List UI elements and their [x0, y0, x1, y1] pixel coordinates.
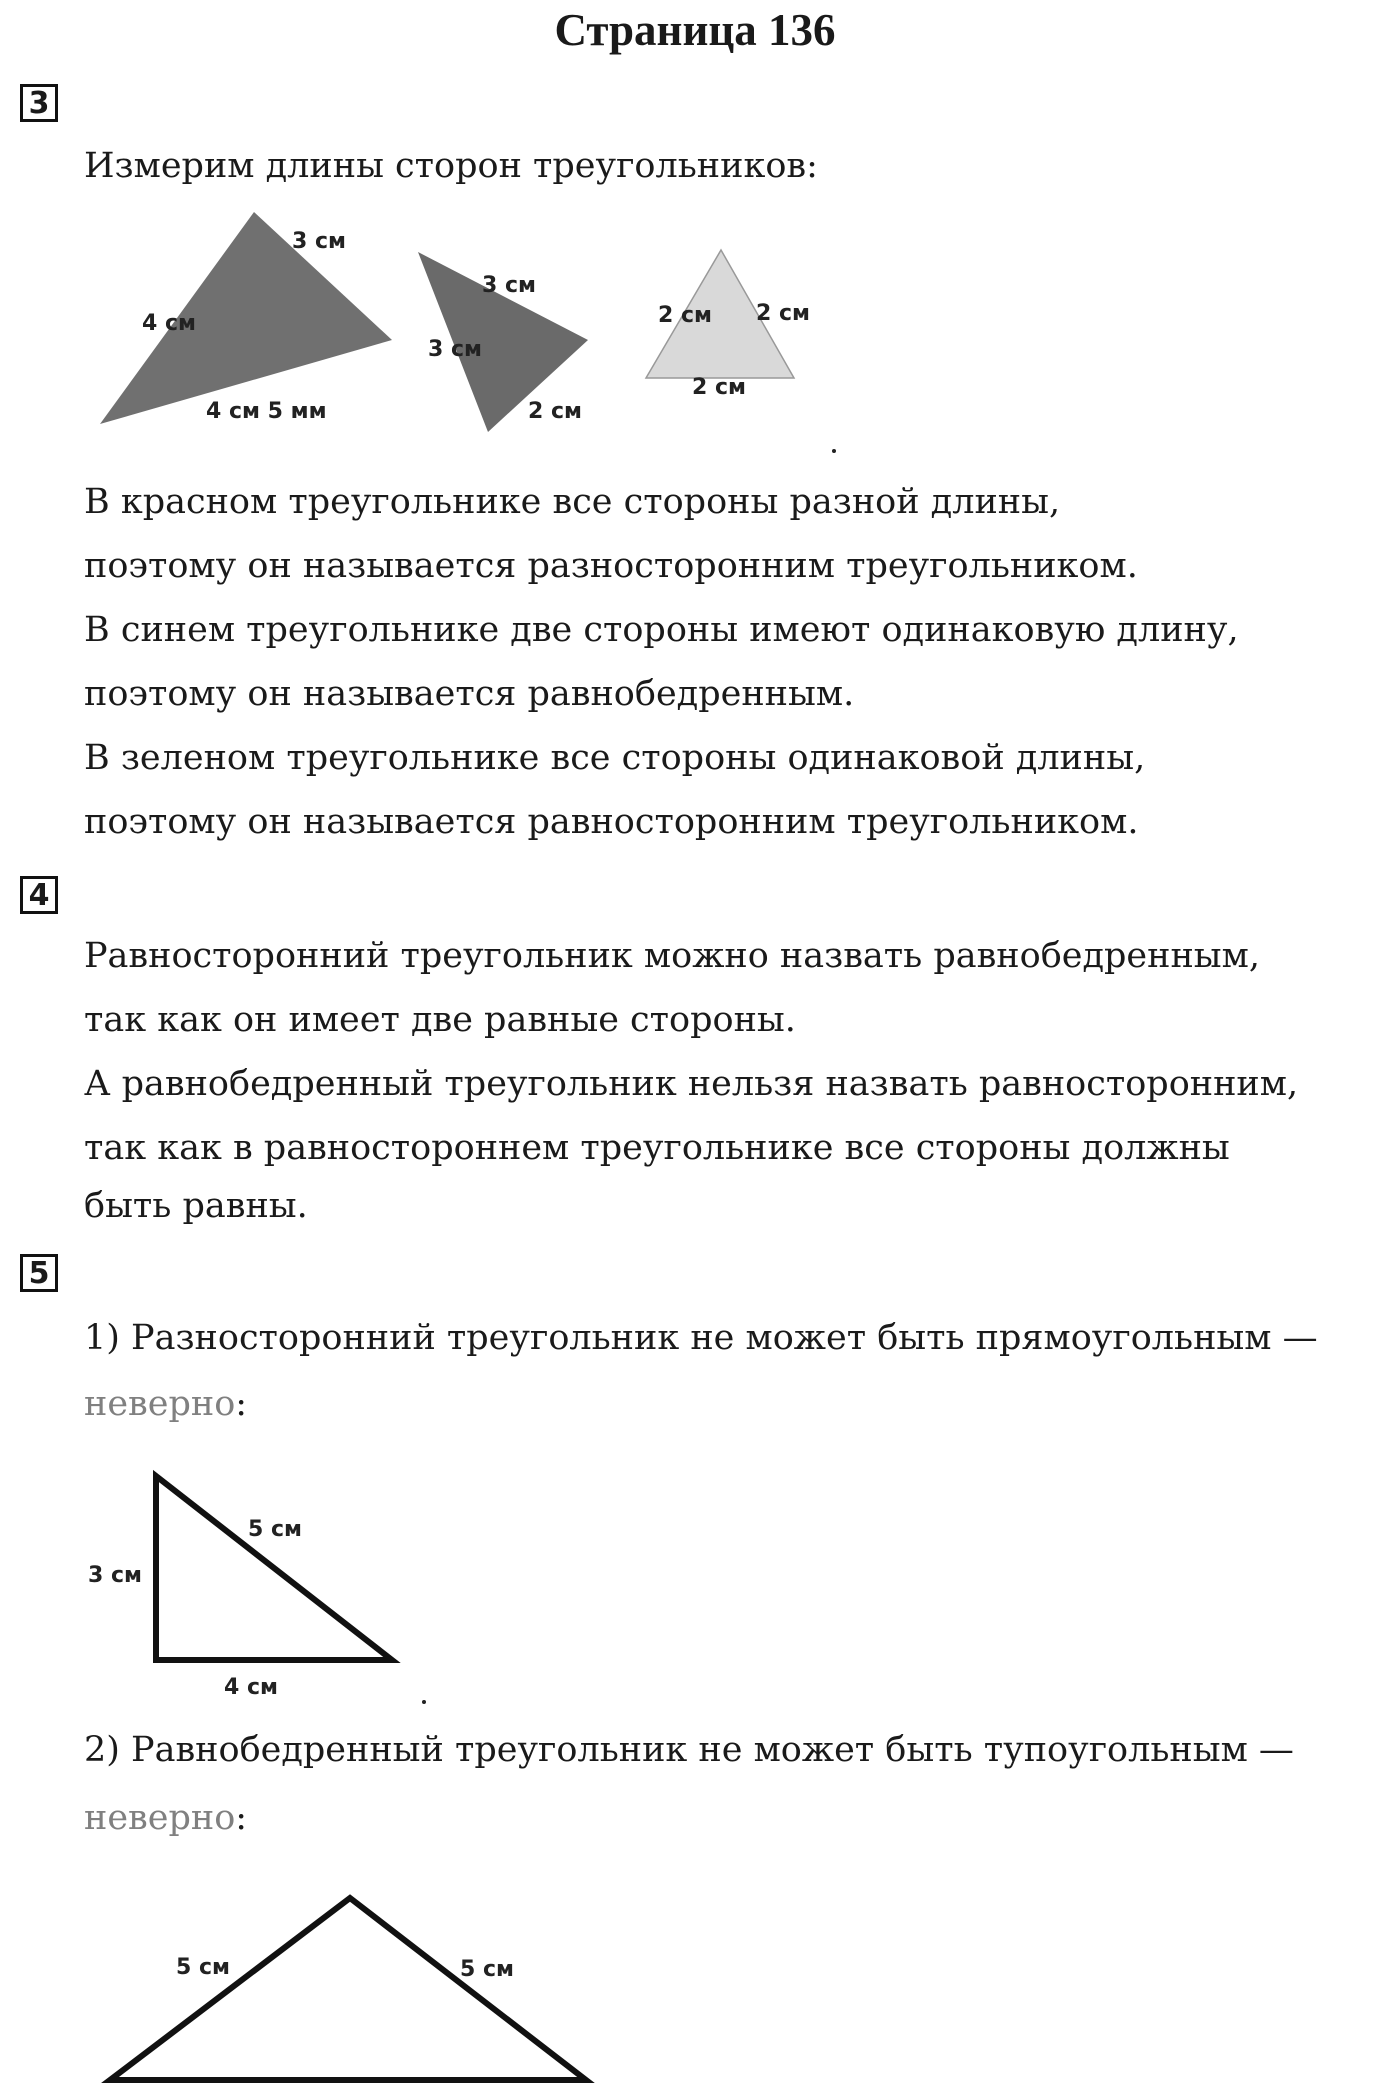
scalene-left-side-label: 4 см — [142, 311, 196, 336]
task3-line-6: поэтому он называется равносторонним треугольником. — [84, 802, 1139, 842]
task5-item1-text: 1) Разносторонний треугольник не может быть прямоугольным — — [84, 1318, 1318, 1358]
task3-line-2: поэтому он называется разносторонним треугольником. — [84, 546, 1138, 586]
task3-line-1: В красном треугольнике все стороны разной длины, — [84, 482, 1061, 522]
isosceles-left-side-label: 3 см — [428, 337, 482, 362]
task3-line-3: В синем треугольнике две стороны имеют одинаковую длину, — [84, 610, 1239, 650]
obtuse-triangle-shape — [110, 1898, 586, 2080]
task3-intro: Измерим длины сторон треугольников: — [84, 146, 818, 186]
task-number-4: 4 — [20, 876, 58, 914]
task5-item2-text: 2) Равнобедренный треугольник не может быть тупоугольным — — [84, 1730, 1294, 1770]
task3-line-5: В зеленом треугольнике все стороны одинаковой длины, — [84, 738, 1146, 778]
right-triangle-bottom-label: 4 см — [224, 1675, 278, 1700]
isosceles-top-side-label: 3 см — [482, 273, 536, 298]
task5-item2-verdict: неверно — [84, 1798, 236, 1838]
obtuse-triangle-left-label: 5 см — [176, 1955, 230, 1980]
task5-item1-colon: : — [235, 1384, 248, 1424]
right-triangle-left-label: 3 см — [88, 1563, 142, 1588]
task3-line-4: поэтому он называется равнобедренным. — [84, 674, 855, 714]
equilateral-bottom-side-label: 2 см — [692, 375, 746, 400]
right-triangle-hyp-label: 5 см — [248, 1517, 302, 1542]
task5-item1-verdict: неверно — [84, 1384, 236, 1424]
task4-line-5: быть равны. — [84, 1186, 308, 1226]
isosceles-bottom-side-label: 2 см — [528, 399, 582, 424]
task4-line-2: так как он имеет две равные стороны. — [84, 1000, 796, 1040]
task4-line-1: Равносторонний треугольник можно назвать равнобедренным, — [84, 936, 1261, 976]
page-title: Страница 136 — [554, 5, 836, 55]
equilateral-left-side-label: 2 см — [658, 303, 712, 328]
scalene-bottom-side-label: 4 см 5 мм — [206, 399, 327, 424]
obtuse-triangle-right-label: 5 см — [460, 1957, 514, 1982]
task4-line-3: А равнобедренный треугольник нельзя назвать равносторонним, — [84, 1064, 1299, 1104]
task-number-5: 5 — [20, 1254, 58, 1292]
equilateral-right-side-label: 2 см — [756, 301, 810, 326]
task5-item2-colon: : — [235, 1798, 248, 1838]
task4-line-4: так как в равностороннем треугольнике все стороны должны — [84, 1128, 1230, 1168]
task-number-3: 3 — [20, 84, 58, 122]
scalene-top-side-label: 3 см — [292, 229, 346, 254]
